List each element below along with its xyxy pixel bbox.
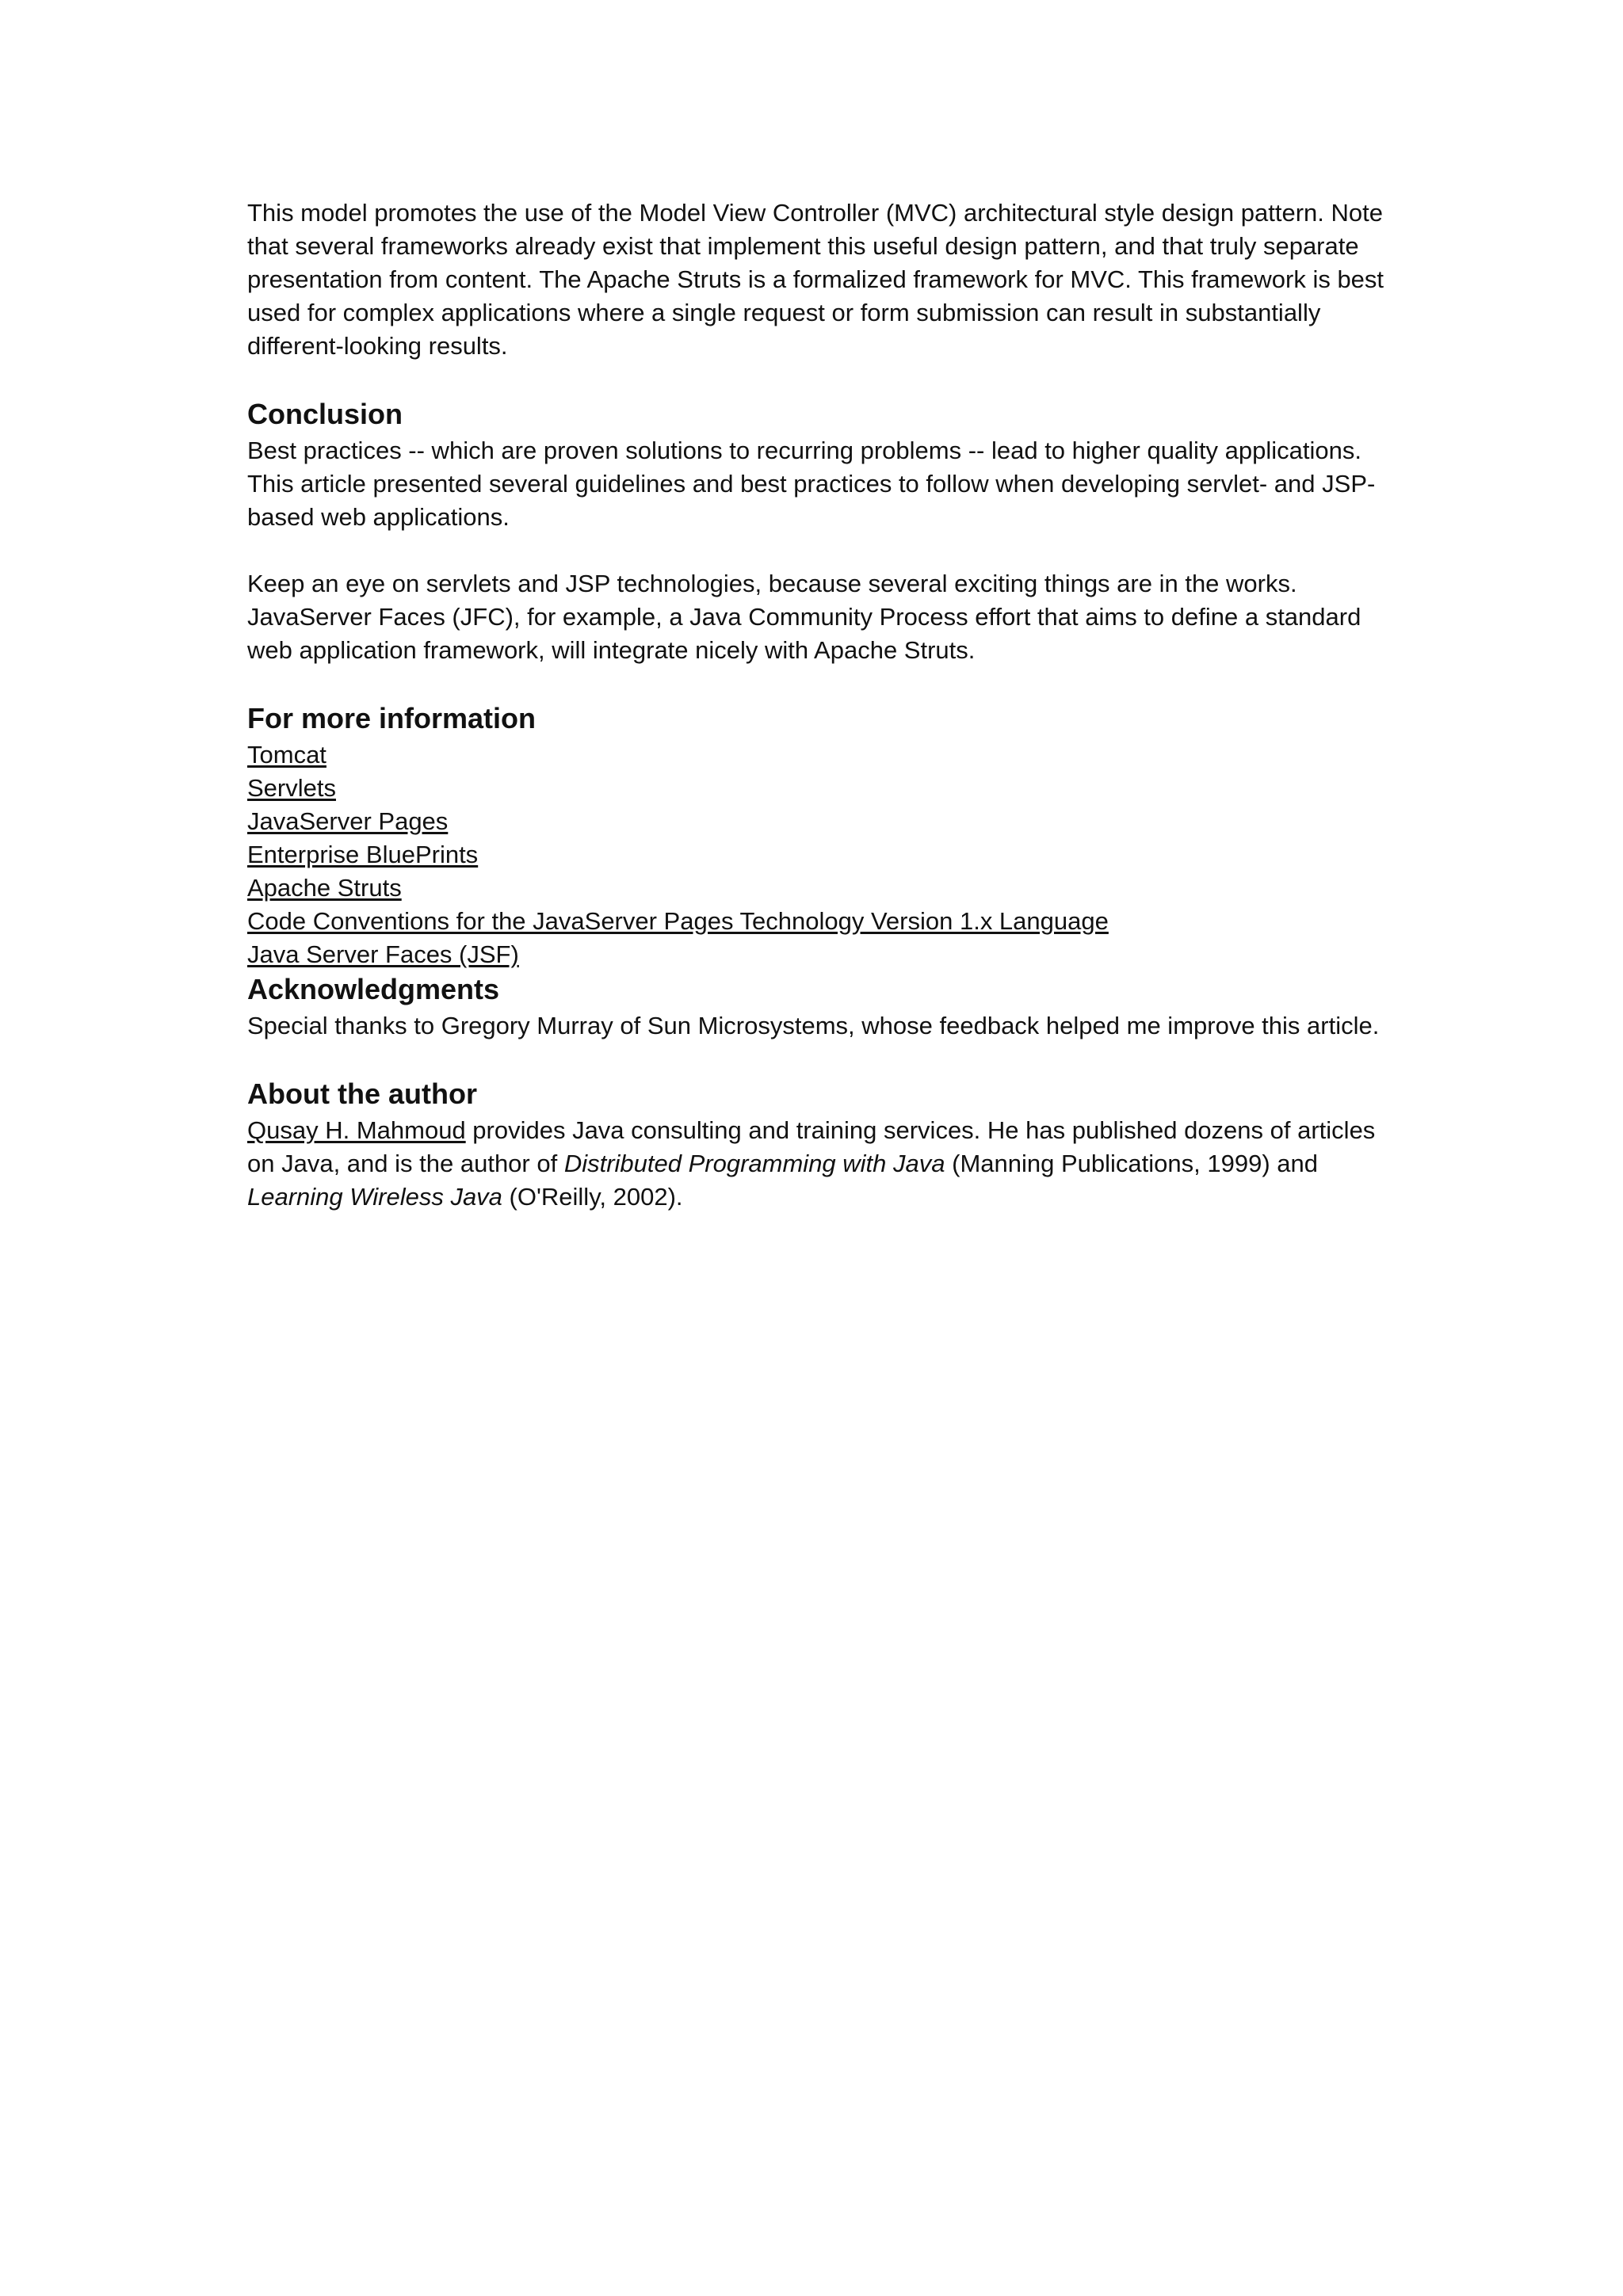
conclusion-paragraph-2: Keep an eye on servlets and JSP technologies, because several exciting things are in the works. JavaServer Faces (JFC), for example, a Java Community Process effort that aims to define a standard web application framework, will integrate nicely with Apache Struts. (247, 570, 1361, 664)
link-java-server-faces[interactable]: Java Server Faces (JSF) (247, 940, 519, 968)
author-text-2: (Manning Publications, 1999) and (945, 1150, 1318, 1177)
list-item (247, 871, 1388, 905)
book-title-1: Distributed Programming with Java (563, 1150, 945, 1177)
more-info-heading: For more information (247, 702, 537, 734)
list-item (247, 838, 1388, 871)
link-apache-struts[interactable]: Apache Struts (247, 874, 402, 902)
link-tomcat[interactable]: Tomcat (247, 741, 327, 769)
link-code-conventions[interactable]: Code Conventions for the JavaServer Pages Technology Version 1.x Language (247, 907, 1109, 935)
list-item (247, 805, 1388, 838)
conclusion-heading: Conclusion (247, 398, 403, 430)
list-item (247, 772, 1388, 805)
list-item (247, 938, 1388, 971)
link-servlets[interactable]: Servlets (247, 774, 336, 802)
acknowledgments-paragraph: Special thanks to Gregory Murray of Sun Microsystems, whose feedback helped me improve this article. (247, 1012, 1380, 1039)
about-author-heading: About the author (247, 1077, 477, 1110)
list-item (247, 738, 1388, 772)
conclusion-paragraph-1: Best practices -- which are proven solutions to recurring problems -- lead to higher quality applications. This article presented several guidelines and best practices to follow when developing servlet- and JSP-based web applications. (247, 437, 1376, 531)
document-page (247, 196, 1388, 1214)
intro-paragraph: This model promotes the use of the Model View Controller (MVC) architectural style design pattern. Note that several frameworks already exist that implement this useful design pattern, and that truly separate presentation from content. The Apache Struts is a formalized framework for MVC. This framework is best used for complex applications where a single request or form submission can result in substantially different-looking results. (247, 199, 1384, 360)
list-item (247, 905, 1388, 938)
link-javaserver-pages[interactable]: JavaServer Pages (247, 807, 449, 835)
more-info-link-list (247, 738, 1388, 971)
author-text-1: provides Java consulting and training services. He has published dozens of articles on Java, and is the author of (247, 1116, 1376, 1177)
acknowledgments-heading: Acknowledgments (247, 973, 500, 1005)
author-name-link[interactable]: Qusay H. Mahmoud (247, 1116, 466, 1144)
book-title-2: Learning Wireless Java (247, 1183, 502, 1211)
author-text-3: (O'Reilly, 2002). (502, 1183, 683, 1211)
link-enterprise-blueprints[interactable]: Enterprise BluePrints (247, 841, 479, 868)
about-author-paragraph (247, 1114, 1388, 1214)
